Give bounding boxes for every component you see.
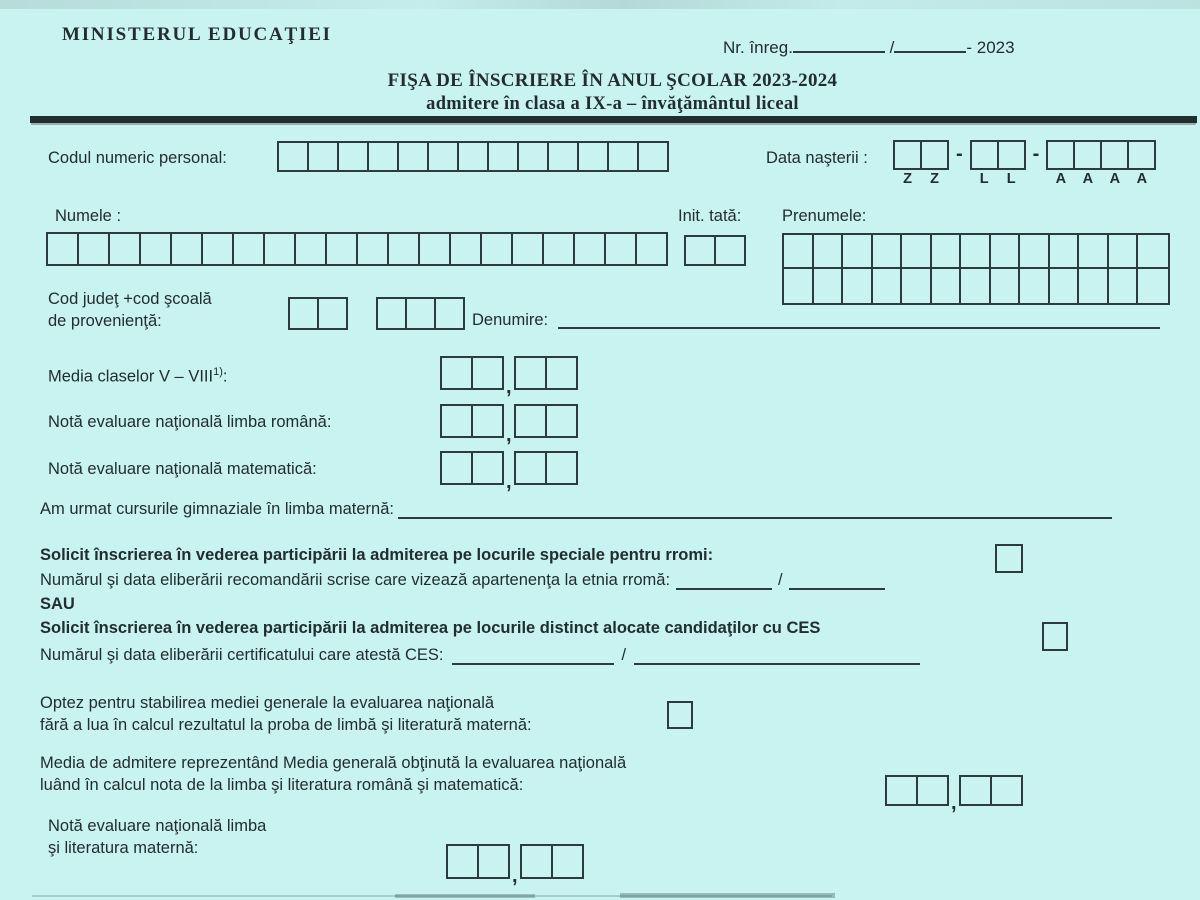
char-cell[interactable] [487,141,519,172]
nota-materna-frac-cells[interactable] [520,844,584,879]
ces-doc-line [40,646,920,665]
char-cell[interactable] [367,141,399,172]
media-v8-input[interactable] [440,356,578,398]
char-cell[interactable] [551,844,584,879]
char-cell[interactable] [545,404,578,438]
char-cell[interactable] [997,140,1026,170]
scan-artifact [0,0,1200,9]
ces-doc-number-blank[interactable] [452,648,614,665]
char-cell[interactable] [932,269,962,303]
ces-doc-label: Numărul şi data eliberării certificatului care atestă CES: [40,646,444,664]
school-name-label: Denumire: [472,311,549,329]
char-cell[interactable] [440,451,473,485]
char-cell[interactable] [434,297,465,330]
media-v8-footnote: 1) [213,366,223,378]
media-admitere-input[interactable] [885,775,1023,814]
date-format-letter: A [1109,171,1121,187]
char-cell[interactable] [427,141,459,172]
date-cell[interactable] [893,140,922,186]
char-cell[interactable] [784,235,814,269]
char-cell[interactable] [517,141,549,172]
nota-materna-label-line2: şi literatura maternă: [48,839,199,857]
decimal-comma: , [506,376,512,398]
char-cell[interactable] [471,404,504,438]
char-cell[interactable] [573,232,606,266]
date-format-letter: A [1082,171,1094,187]
ces-doc-separator: / [621,646,627,664]
sau-label: SAU [40,595,75,613]
media-opt-out-checkbox[interactable] [667,701,693,729]
char-cell[interactable] [1079,235,1109,269]
school-code-input-cells[interactable] [376,297,465,330]
char-cell[interactable] [405,297,436,330]
char-cell[interactable] [46,232,79,266]
date-cell[interactable] [1073,140,1102,186]
char-cell[interactable] [511,232,544,266]
registration-number-line [723,36,1015,58]
char-cell[interactable] [1109,269,1139,303]
char-cell[interactable] [1127,140,1156,170]
date-cell[interactable] [997,140,1026,186]
birth-year-cells[interactable] [1046,140,1156,186]
char-cell[interactable] [440,404,473,438]
rromi-checkbox[interactable] [995,544,1023,573]
char-cell[interactable] [440,356,473,390]
rromi-doc-number-blank[interactable] [676,573,772,590]
nota-romana-input[interactable] [440,404,578,446]
ministry-title: MINISTERUL EDUCAŢIEI [62,24,332,45]
reg-year: - 2023 [966,38,1015,57]
decimal-comma: , [506,471,512,493]
char-cell[interactable] [577,141,609,172]
mother-tongue-courses-blank[interactable] [398,502,1112,519]
county-code-input-cells[interactable] [288,297,348,330]
char-cell[interactable] [1050,235,1080,269]
media-v8-frac-cells[interactable] [514,356,578,390]
char-cell[interactable] [317,297,348,330]
media-v8-label [48,366,227,387]
char-cell[interactable] [477,844,510,879]
nota-materna-input[interactable] [446,844,584,887]
date-cell[interactable] [1100,140,1129,186]
char-cell[interactable] [714,235,746,266]
scan-artifact [395,894,535,898]
media-v8-label-text: Media claselor V – VIII [48,367,214,386]
char-cell[interactable] [376,297,407,330]
char-cell[interactable] [480,232,513,266]
ces-checkbox[interactable] [1042,622,1068,651]
decimal-comma: , [512,865,518,887]
char-cell[interactable] [356,232,389,266]
char-cell[interactable] [1073,140,1102,170]
nota-materna-label [48,815,266,859]
char-cell[interactable] [1046,140,1075,170]
char-cell[interactable] [873,235,903,269]
date-cell[interactable] [920,140,949,186]
rromi-request-label: Solicit înscrierea în vederea participării la admiterea pe locurile speciale pentru rromi: [40,546,714,564]
date-format-letter: A [1055,171,1067,187]
char-cell[interactable] [418,232,451,266]
opt-out-label-line1: Optez pentru stabilirea mediei generale la evaluarea naţională [40,694,495,712]
char-cell[interactable] [916,775,949,806]
decimal-comma: , [951,792,957,814]
char-cell[interactable] [637,141,669,172]
char-cell[interactable] [547,141,579,172]
reg-number-blank[interactable] [793,36,885,53]
char-cell[interactable] [961,235,991,269]
rromi-doc-separator: / [778,571,783,589]
date-cell[interactable] [1127,140,1156,186]
birth-month-cells[interactable] [970,140,1026,186]
birth-day-cells[interactable] [893,140,949,186]
char-cell[interactable] [604,232,637,266]
date-format-letter: Z [930,171,939,187]
char-cell[interactable] [991,269,1021,303]
char-cell[interactable] [885,775,918,806]
char-cell[interactable] [294,232,327,266]
char-cell[interactable] [932,235,962,269]
media-admitere-label-line1: Media de admitere reprezentând Media generală obţinută la evaluarea naţională [40,754,627,772]
char-cell[interactable] [961,269,991,303]
opt-out-label-line2: fără a lua în calcul rezultatul la proba de limbă şi literatură maternă: [40,716,532,734]
nota-matematica-int-cells[interactable] [440,451,504,485]
nota-matematica-frac-cells[interactable] [514,451,578,485]
school-code-label-line2: de provenienţă: [48,312,162,330]
date-dash: - [1032,143,1040,165]
char-cell[interactable] [1079,269,1109,303]
header-divider-rule [30,116,1197,123]
scan-artifact [32,895,832,897]
nota-matematica-input[interactable] [440,451,578,493]
char-cell[interactable] [1050,269,1080,303]
nota-materna-label-line1: Notă evaluare naţională limba [48,817,267,835]
rromi-doc-line [40,571,885,590]
char-cell[interactable] [108,232,141,266]
char-cell[interactable] [814,269,844,303]
rromi-doc-date-blank[interactable] [789,573,885,590]
father-initial-input-cells[interactable] [684,235,746,266]
char-cell[interactable] [1020,269,1050,303]
father-initial-label: Init. tată: [678,207,742,225]
nota-romana-int-cells[interactable] [440,404,504,438]
char-cell[interactable] [1020,235,1050,269]
mother-tongue-courses-label: Am urmat cursurile gimnaziale în limba maternă: [40,500,394,518]
ces-doc-date-blank[interactable] [634,648,920,665]
char-cell[interactable] [520,844,553,879]
char-cell[interactable] [514,356,547,390]
char-cell[interactable] [920,140,949,170]
char-cell[interactable] [77,232,110,266]
char-cell[interactable] [337,141,369,172]
char-cell[interactable] [1100,140,1129,170]
char-cell[interactable] [232,232,265,266]
char-cell[interactable] [514,404,547,438]
char-cell[interactable] [1109,235,1139,269]
school-code-label-line1: Cod judeţ +cod şcoală [48,290,212,308]
char-cell[interactable] [471,356,504,390]
first-name-label: Prenumele: [782,207,867,225]
last-name-input-cells[interactable] [46,232,668,266]
date-format-letter: A [1136,171,1148,187]
date-cell[interactable] [1046,140,1075,186]
media-admitere-frac-cells[interactable] [959,775,1023,806]
date-format-letter: Z [903,171,912,187]
school-name-blank[interactable] [558,312,1160,329]
char-cell[interactable] [990,775,1023,806]
rromi-doc-label: Numărul şi data eliberării recomandării scrise care vizează apartenenţa la etnia rromă: [40,571,671,589]
date-format-letter: L [1006,171,1016,187]
char-cell[interactable] [542,232,575,266]
char-cell[interactable] [902,235,932,269]
nota-romana-frac-cells[interactable] [514,404,578,438]
form-title [0,70,1200,118]
char-cell[interactable] [814,235,844,269]
media-admitere-int-cells[interactable] [885,775,949,806]
ces-request-label: Solicit înscrierea în vederea participării la admiterea pe locurile distinct alocate candidaţilor cu CES [40,619,821,637]
char-cell[interactable] [545,356,578,390]
char-cell[interactable] [784,269,814,303]
cnp-input-cells[interactable] [277,141,669,172]
first-name-input-grid[interactable] [782,233,1170,305]
char-cell[interactable] [471,451,504,485]
date-cell[interactable] [970,140,999,186]
char-cell[interactable] [514,451,547,485]
char-cell[interactable] [139,232,172,266]
char-cell[interactable] [307,141,339,172]
char-cell[interactable] [635,232,668,266]
date-dash: - [956,143,963,165]
char-cell[interactable] [449,232,482,266]
scan-artifact [620,893,835,898]
reg-separator: / [889,38,895,57]
char-cell[interactable] [902,269,932,303]
char-cell[interactable] [325,232,358,266]
char-cell[interactable] [607,141,639,172]
char-cell[interactable] [170,232,203,266]
char-cell[interactable] [970,140,999,170]
char-cell[interactable] [263,232,296,266]
char-cell[interactable] [1138,269,1168,303]
char-cell[interactable] [387,232,420,266]
char-cell[interactable] [397,141,429,172]
form-title-line1: FIŞA DE ÎNSCRIERE ÎN ANUL ŞCOLAR 2023-2024 [387,70,838,91]
nota-matematica-label: Notă evaluare naţională matematică: [48,460,317,478]
opt-out-label [40,692,532,736]
char-cell[interactable] [893,140,922,170]
char-cell[interactable] [991,235,1021,269]
last-name-label: Numele : [55,207,122,225]
char-cell[interactable] [446,844,479,879]
nota-materna-int-cells[interactable] [446,844,510,879]
birth-date-input[interactable] [893,140,1156,186]
mother-tongue-courses-line [40,500,1112,519]
nota-romana-label: Notă evaluare naţională limba română: [48,413,332,431]
form-title-line2: admitere în clasa a IX-a – învăţământul liceal [426,94,799,118]
date-format-letter: L [979,171,989,187]
media-admitere-label [40,752,626,796]
char-cell[interactable] [277,141,309,172]
char-cell[interactable] [457,141,489,172]
media-v8-colon: : [222,367,228,386]
reg-number-blank-2[interactable] [894,36,966,53]
school-code-label [48,288,212,332]
media-admitere-label-line2: luând în calcul nota de la limba şi literatura română şi matematică: [40,776,524,794]
birth-date-label: Data naşterii : [766,149,868,167]
char-cell[interactable] [873,269,903,303]
char-cell[interactable] [1138,235,1168,269]
char-cell[interactable] [843,269,873,303]
char-cell[interactable] [684,235,716,266]
char-cell[interactable] [201,232,234,266]
reg-label: Nr. înreg. [723,38,793,57]
char-cell[interactable] [959,775,992,806]
char-cell[interactable] [843,235,873,269]
cnp-label: Codul numeric personal: [48,149,227,167]
decimal-comma: , [506,424,512,446]
media-v8-int-cells[interactable] [440,356,504,390]
char-cell[interactable] [545,451,578,485]
char-cell[interactable] [288,297,319,330]
